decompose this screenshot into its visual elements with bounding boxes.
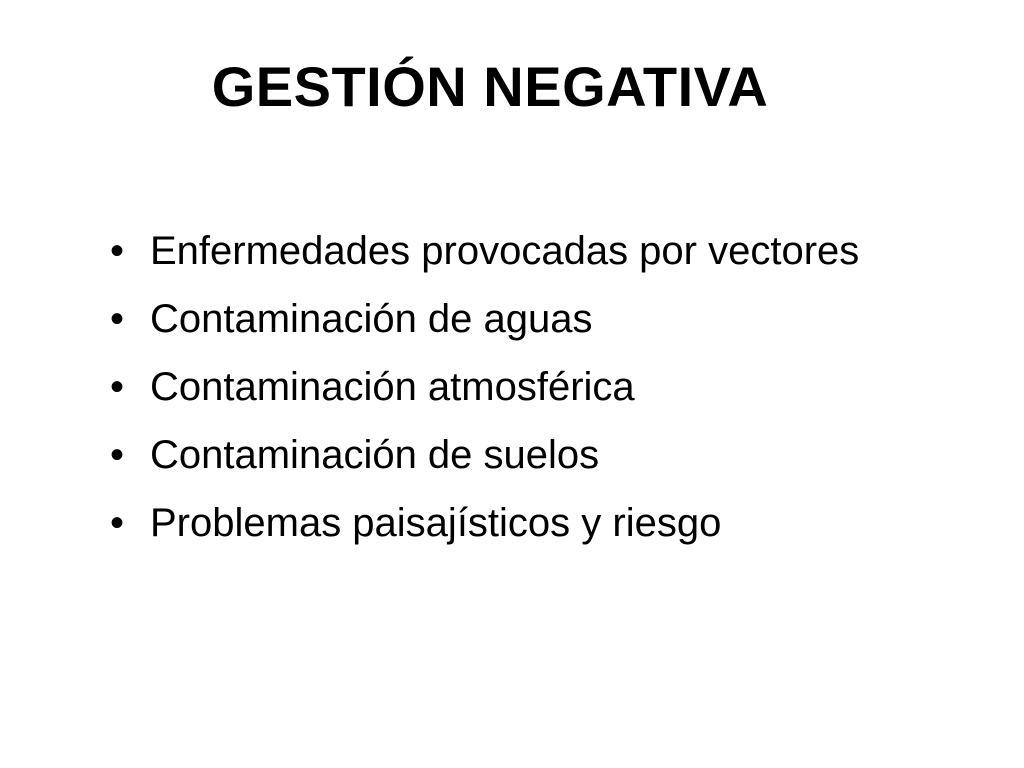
bullet-dot-icon: • <box>110 297 125 341</box>
bullet-text: Contaminación de suelos <box>150 433 600 477</box>
bullet-text: Problemas paisajísticos y riesgo <box>150 501 722 545</box>
slide-title: GESTIÓN NEGATIVA <box>211 55 769 118</box>
bullet-text: Contaminación de aguas <box>150 297 593 341</box>
bullet-text: Contaminación atmosférica <box>150 365 635 409</box>
bullet-dot-icon: • <box>110 229 125 273</box>
bullet-item <box>110 292 870 346</box>
bullet-dot-icon: • <box>110 433 125 477</box>
bullet-item <box>110 224 870 278</box>
bullet-dot-icon: • <box>110 501 125 545</box>
bullet-item <box>110 428 870 482</box>
bullet-text: Enfermedades provocadas por vectores <box>150 229 860 273</box>
bullet-list <box>110 224 870 564</box>
bullet-item <box>110 496 870 550</box>
bullet-item <box>110 360 870 414</box>
bullet-dot-icon: • <box>110 365 125 409</box>
